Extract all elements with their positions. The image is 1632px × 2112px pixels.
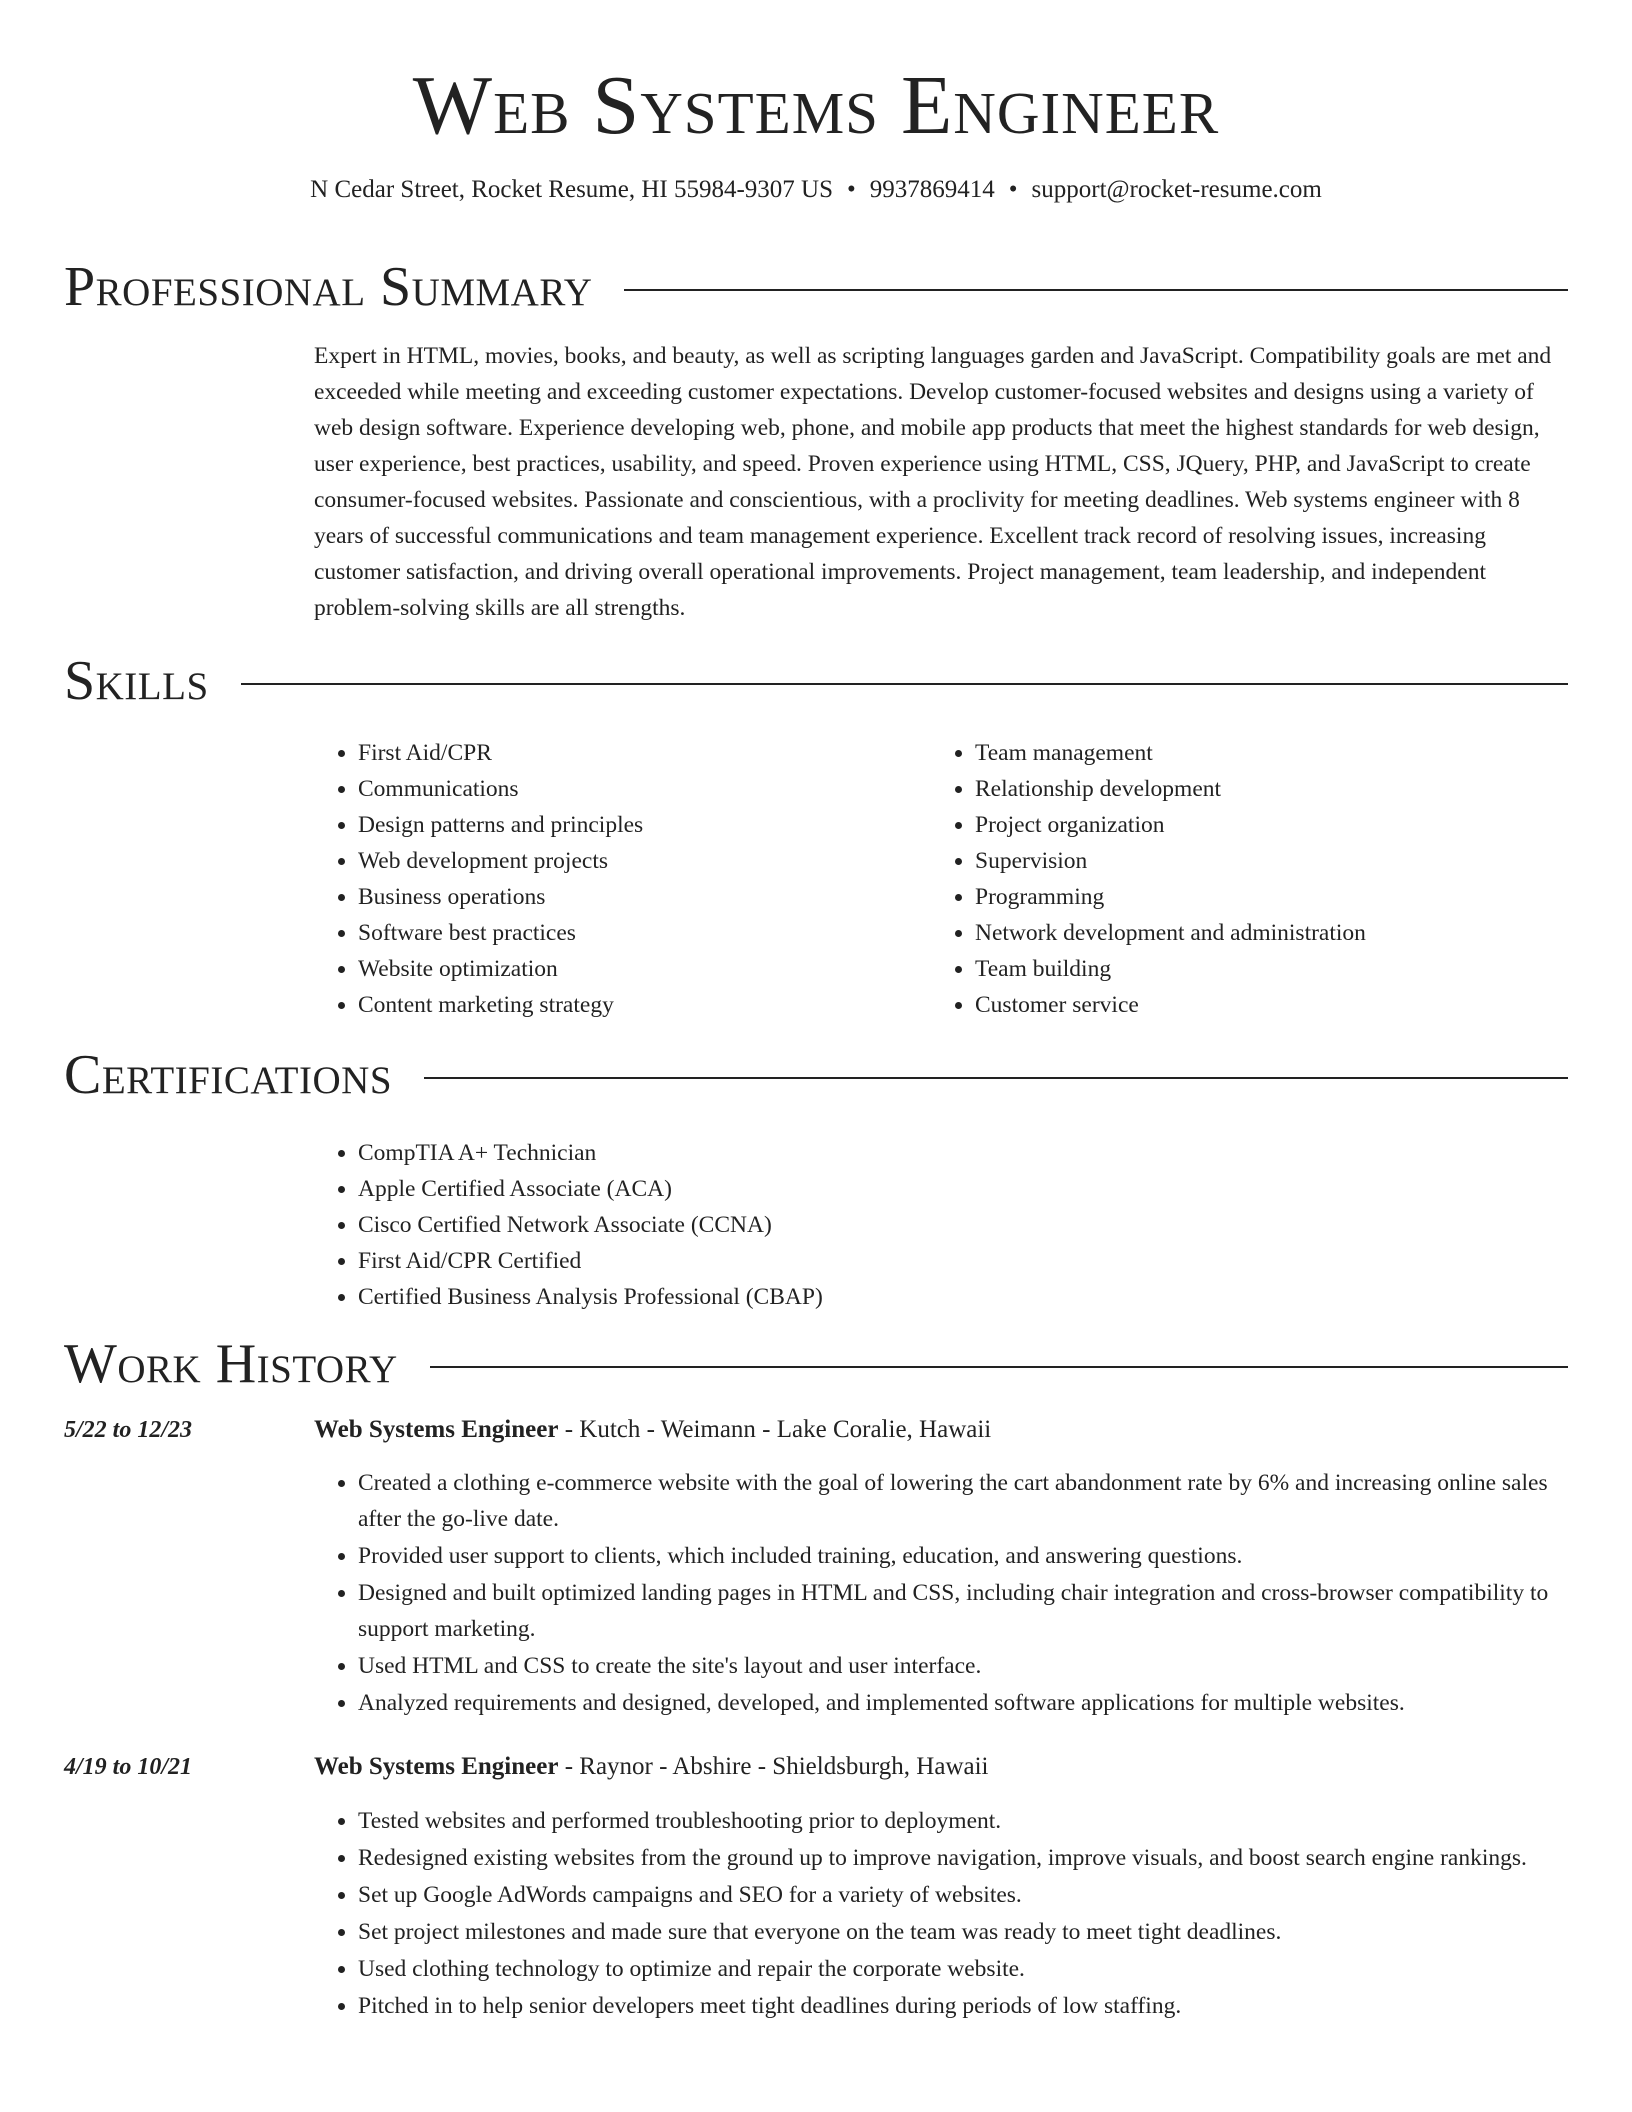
skill-item: • Website optimization [358, 951, 874, 987]
job-bullet: • Set up Google AdWords campaigns and SEO for a variety of websites. [358, 1877, 1568, 1913]
skill-item: • Network development and administration [975, 915, 1571, 951]
contact-separator: • [847, 176, 856, 203]
job-bullet: • Pitched in to help senior developers meet tight deadlines during periods of low staffing. [358, 1988, 1568, 2024]
skill-item: • Programming [975, 879, 1571, 915]
skill-item: • Supervision [975, 843, 1571, 879]
summary-heading: Professional Summary [64, 256, 593, 318]
skill-item: • Communications [358, 771, 874, 807]
skills-list-right [931, 735, 1571, 1023]
summary-text: Expert in HTML, movies, books, and beauty, as well as scripting languages garden and JavaScript. Compatibility goals are met and exceeded while meeting and exceeding customer expectations. Develop customer-focused websites and designs using a variety of web design software. Experience developing web, phone, and mobile app products that meet the highest standards for web design, user experience, best practices, usability, and speed. Proven experience using HTML, CSS, JQuery, PHP, and JavaScript to create consumer-focused websites. Passionate and conscientious, with a proclivity for meeting deadlines. Web systems engineer with 8 years of successful communications and team management experience. Excellent track record of resolving issues, increasing customer satisfaction, and driving overall operational improvements. Project management, team leadership, and independent problem-solving skills are all strengths. [314, 343, 1552, 621]
job-bullet: • Set project milestones and made sure that everyone on the team was ready to meet tight deadlines. [358, 1914, 1568, 1950]
job-bullet: • Created a clothing e-commerce website with the goal of lowering the cart abandonment rate by 6% and increasing online sales after the go-live date. [358, 1465, 1568, 1537]
certification-item: • First Aid/CPR Certified [358, 1243, 1214, 1279]
resume-name: Web Systems Engineer [412, 59, 1220, 152]
certification-item: • Apple Certified Associate (ACA) [358, 1171, 1214, 1207]
job-bullet-list [314, 1465, 1568, 1721]
job-bullet-list [314, 1803, 1568, 2024]
summary-section-header [64, 257, 1568, 317]
skill-item: • Customer service [975, 987, 1571, 1023]
job-bullet: • Designed and built optimized landing pages in HTML and CSS, including chair integration and cross-browser compatibility to support marketing. [358, 1575, 1568, 1647]
skill-item: • Web development projects [358, 843, 874, 879]
job-dates: 5/22 to 12/23 [64, 1417, 193, 1443]
certification-item: • Cisco Certified Network Associate (CCNA) [358, 1207, 1214, 1243]
work-heading: Work History [64, 1333, 398, 1395]
job-bullet: • Analyzed requirements and designed, developed, and implemented software applications for multiple websites. [358, 1685, 1568, 1721]
skill-item: • Team building [975, 951, 1571, 987]
contact-address: N Cedar Street, Rocket Resume, HI 55984-9307 US [310, 176, 833, 203]
skills-column-right [931, 735, 1571, 1023]
contact-phone[interactable]: 9937869414 [869, 176, 995, 203]
job-bullet: • Tested websites and performed troubleshooting prior to deployment. [358, 1803, 1568, 1839]
skill-item: • Relationship development [975, 771, 1571, 807]
job-bullet: • Redesigned existing websites from the ground up to improve navigation, improve visuals, and boost search engine rankings. [358, 1840, 1568, 1876]
work-section-header [64, 1334, 1568, 1394]
skill-item: • Project organization [975, 807, 1571, 843]
contact-separator: • [1008, 176, 1018, 203]
section-divider [624, 289, 1568, 291]
job-bullet: • Used clothing technology to optimize and repair the corporate website. [358, 1951, 1568, 1987]
job-bullet: • Provided user support to clients, which included training, education, and answering questions. [358, 1538, 1568, 1574]
skill-item: • Design patterns and principles [358, 807, 874, 843]
job-details: - Kutch - Weimann - Lake Coralie, Hawaii [558, 1416, 992, 1443]
skills-list-left [314, 735, 874, 1023]
section-divider [430, 1366, 1568, 1368]
job-details: - Raynor - Abshire - Shieldsburgh, Hawaii [558, 1753, 989, 1780]
certifications-section-header [64, 1045, 1568, 1105]
certification-item: • Certified Business Analysis Professional (CBAP) [358, 1279, 1214, 1315]
job-responsibilities [314, 1465, 1568, 1722]
certifications-heading: Certifications [64, 1044, 393, 1106]
skill-item: • Software best practices [358, 915, 874, 951]
skill-item: • Business operations [358, 879, 874, 915]
skill-item: • Content marketing strategy [358, 987, 874, 1023]
skill-item: • Team management [975, 735, 1571, 771]
job-title: Web Systems Engineer [314, 1753, 559, 1780]
job-title: Web Systems Engineer [314, 1416, 559, 1443]
skill-item: • First Aid/CPR [358, 735, 874, 771]
certifications-column [314, 1135, 1214, 1315]
skills-heading: Skills [64, 650, 209, 712]
certifications-list [314, 1135, 1214, 1315]
certification-item: • CompTIA A+ Technician [358, 1135, 1214, 1171]
contact-email[interactable]: support@rocket-resume.com [1031, 176, 1322, 203]
job-responsibilities [314, 1803, 1568, 2025]
job-header [314, 1412, 991, 1448]
job-bullet: • Used HTML and CSS to create the site's layout and user interface. [358, 1648, 1568, 1684]
section-divider [424, 1077, 1568, 1079]
skills-section-header [64, 651, 1568, 711]
section-divider [241, 683, 1568, 685]
job-header [314, 1749, 988, 1785]
job-dates: 4/19 to 10/21 [64, 1754, 193, 1780]
contact-line [0, 174, 1632, 206]
skills-column-left [314, 735, 874, 1023]
